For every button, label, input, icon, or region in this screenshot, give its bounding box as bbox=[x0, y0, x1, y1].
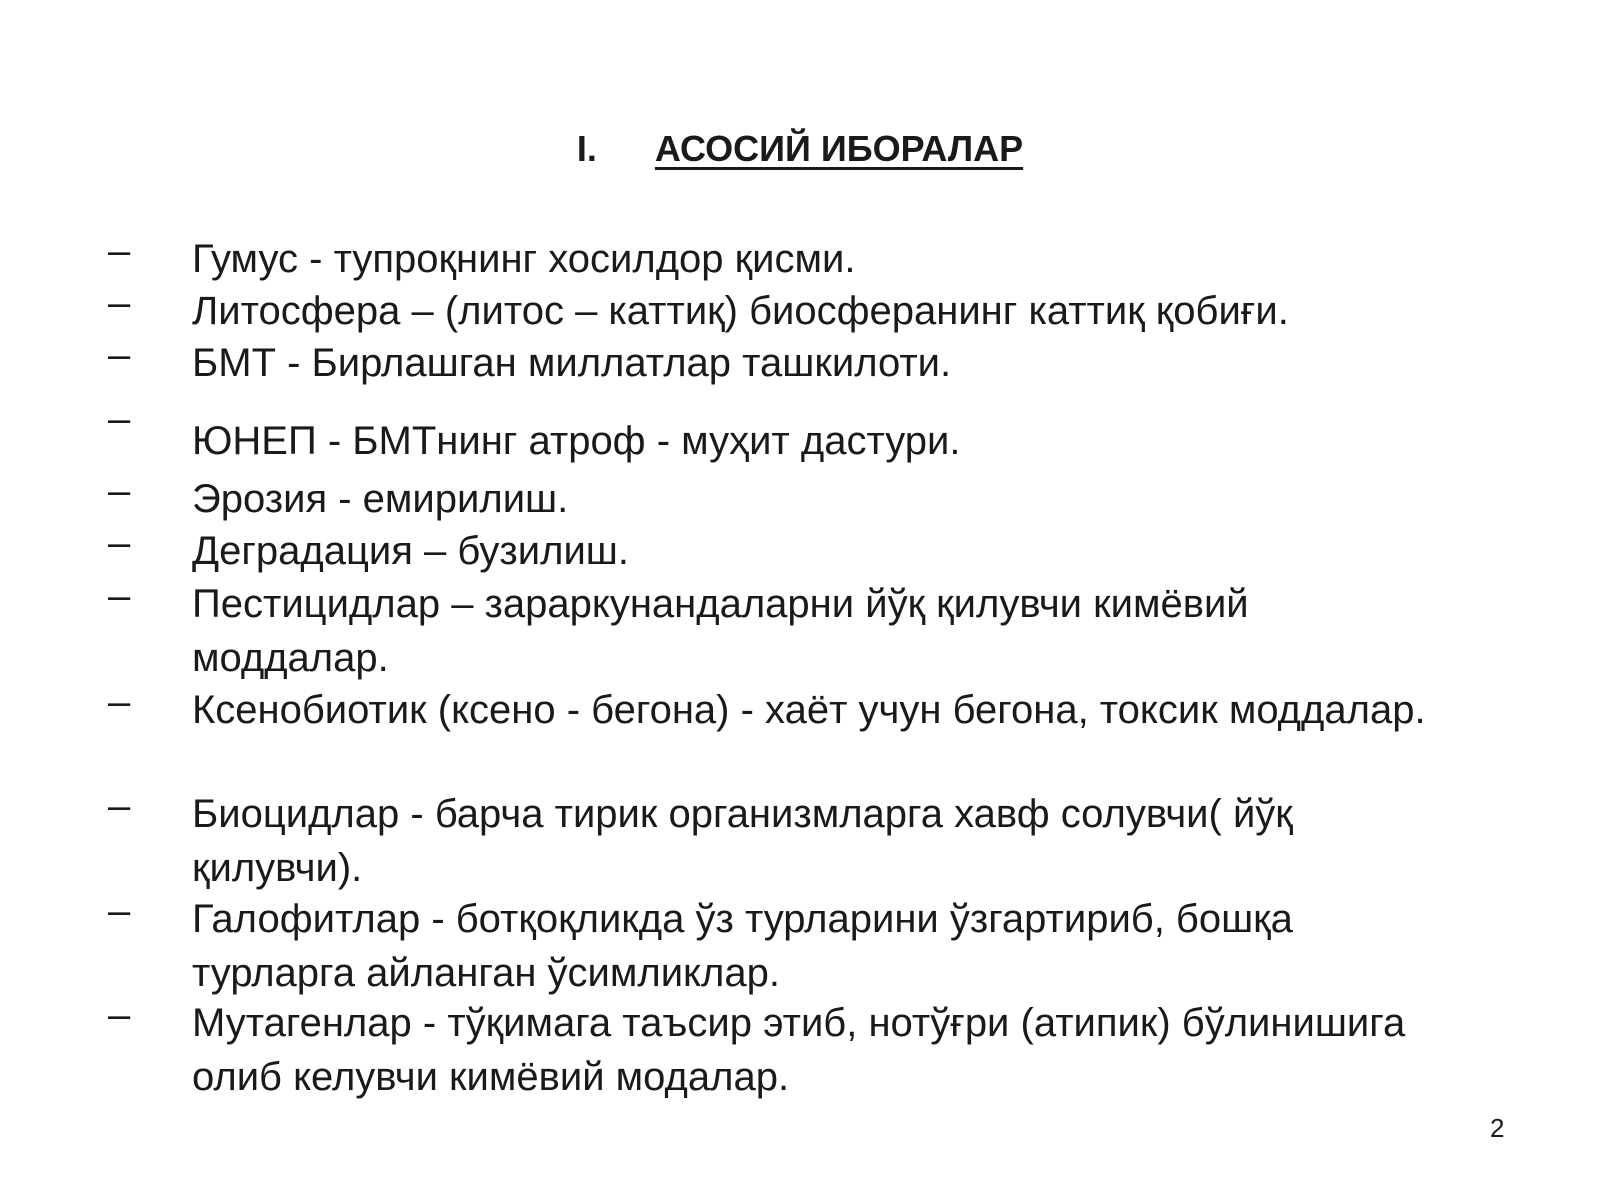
bullet-dash: – bbox=[108, 229, 131, 273]
list-item-text: Эрозия - емирилиш. bbox=[192, 477, 569, 521]
bullet-dash: – bbox=[108, 521, 131, 565]
section-number: I. bbox=[576, 128, 597, 169]
bullet-dash: – bbox=[108, 680, 131, 724]
page-number: 2 bbox=[1490, 1113, 1505, 1143]
list-item-text: Галофитлар - ботқоқликда ўз турларини ўзгартириб, бошқа турларга айланган ўсимликлар. bbox=[192, 897, 1293, 995]
bullet-dash: – bbox=[108, 281, 131, 325]
section-heading bbox=[0, 125, 1600, 173]
list-item-text: Мутагенлар - тўқимага таъсир этиб, нотўғри (атипик) бўлинишига олиб келувчи кимёвий модалар. bbox=[192, 1001, 1406, 1099]
bullet-dash: – bbox=[108, 784, 131, 828]
list-item-text: ЮНЕП - БМТнинг атроф - муҳит дастури. bbox=[192, 419, 961, 463]
list-item-text: Гумус - тупроқнинг хосилдор қисми. bbox=[192, 237, 856, 281]
list-item-text: Биоцидлар - барча тирик организмларга хавф солувчи( йўқ қилувчи). bbox=[192, 792, 1293, 890]
bullet-dash: – bbox=[108, 397, 131, 441]
list-item-text: БМТ - Бирлашган миллатлар ташкилоти. bbox=[192, 341, 952, 385]
list-item-text: Деградация – бузилиш. bbox=[192, 529, 629, 573]
bullet-dash: – bbox=[108, 993, 131, 1037]
list-item-text: Ксенобиотик (ксено - бегона) - хаёт учун бегона, токсик моддалар. bbox=[192, 688, 1426, 732]
list-item-text: Литосфера – (литос – каттиқ) биосферанинг каттиқ қобиғи. bbox=[192, 289, 1289, 333]
bullet-dash: – bbox=[108, 889, 131, 933]
bullet-dash: – bbox=[108, 333, 131, 377]
list-item-text: Пестицидлар – зараркунандаларни йўқ қилувчи кимёвий моддалар. bbox=[192, 582, 1249, 680]
section-title: АСОСИЙ ИБОРАЛАР bbox=[654, 128, 1024, 169]
bullet-dash: – bbox=[108, 574, 131, 618]
bullet-dash: – bbox=[108, 469, 131, 513]
